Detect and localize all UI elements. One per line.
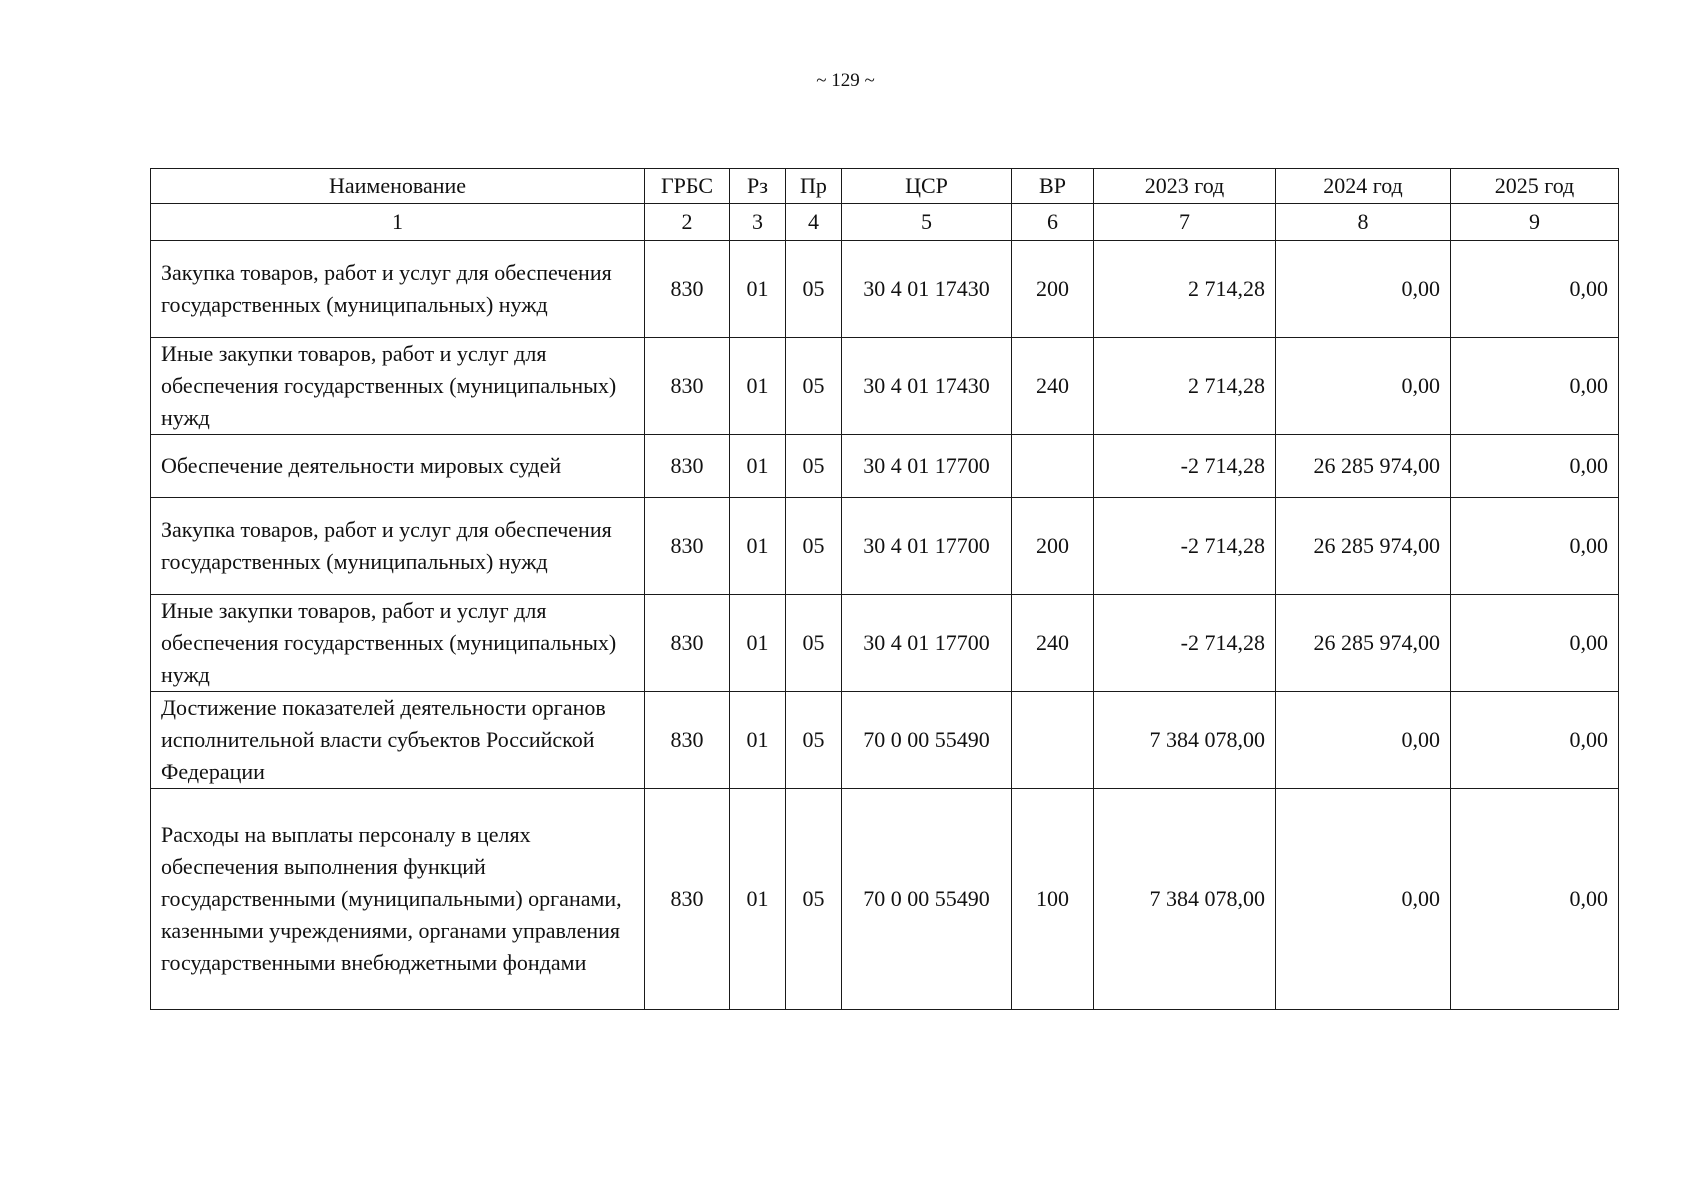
cell-csr: 30 4 01 17700 <box>842 498 1012 595</box>
header-vr: ВР <box>1012 169 1094 204</box>
header-2024: 2024 год <box>1276 169 1451 204</box>
cell-pr: 05 <box>786 692 842 789</box>
cell-vr <box>1012 435 1094 498</box>
cell-pr: 05 <box>786 498 842 595</box>
table-row <box>151 435 1619 498</box>
cell-pr: 05 <box>786 789 842 1010</box>
cell-csr: 30 4 01 17430 <box>842 241 1012 338</box>
cell-name: Расходы на выплаты персоналу в целях обеспечения выполнения функций государственными (муниципальными) органами, казенными учреждениями, органами управления государственными внебюджетными фондами <box>151 789 645 1010</box>
cell-2025: 0,00 <box>1451 595 1619 692</box>
column-number: 3 <box>730 204 786 241</box>
cell-2023: 2 714,28 <box>1094 338 1276 435</box>
cell-grbs: 830 <box>645 595 730 692</box>
cell-csr: 30 4 01 17700 <box>842 435 1012 498</box>
cell-2025: 0,00 <box>1451 789 1619 1010</box>
cell-2023: -2 714,28 <box>1094 595 1276 692</box>
header-csr: ЦСР <box>842 169 1012 204</box>
table-row <box>151 338 1619 435</box>
cell-name: Обеспечение деятельности мировых судей <box>151 435 645 498</box>
cell-rz: 01 <box>730 435 786 498</box>
cell-grbs: 830 <box>645 789 730 1010</box>
cell-csr: 30 4 01 17700 <box>842 595 1012 692</box>
cell-name: Закупка товаров, работ и услуг для обеспечения государственных (муниципальных) нужд <box>151 498 645 595</box>
header-name: Наименование <box>151 169 645 204</box>
column-number: 2 <box>645 204 730 241</box>
cell-2023: 7 384 078,00 <box>1094 789 1276 1010</box>
header-grbs: ГРБС <box>645 169 730 204</box>
cell-2024: 0,00 <box>1276 692 1451 789</box>
column-number: 6 <box>1012 204 1094 241</box>
table-row <box>151 595 1619 692</box>
cell-rz: 01 <box>730 498 786 595</box>
column-number: 1 <box>151 204 645 241</box>
cell-2023: 7 384 078,00 <box>1094 692 1276 789</box>
cell-2024: 26 285 974,00 <box>1276 435 1451 498</box>
header-2025: 2025 год <box>1451 169 1619 204</box>
cell-grbs: 830 <box>645 241 730 338</box>
cell-2025: 0,00 <box>1451 498 1619 595</box>
page-number: ~ 129 ~ <box>816 70 875 91</box>
table-row <box>151 789 1619 1010</box>
cell-grbs: 830 <box>645 435 730 498</box>
column-number: 7 <box>1094 204 1276 241</box>
cell-pr: 05 <box>786 435 842 498</box>
cell-2025: 0,00 <box>1451 435 1619 498</box>
cell-vr: 240 <box>1012 595 1094 692</box>
cell-csr: 70 0 00 55490 <box>842 692 1012 789</box>
table-row <box>151 692 1619 789</box>
column-number: 4 <box>786 204 842 241</box>
cell-grbs: 830 <box>645 498 730 595</box>
cell-csr: 70 0 00 55490 <box>842 789 1012 1010</box>
cell-grbs: 830 <box>645 692 730 789</box>
header-2023: 2023 год <box>1094 169 1276 204</box>
cell-2024: 26 285 974,00 <box>1276 498 1451 595</box>
column-number: 5 <box>842 204 1012 241</box>
table-row <box>151 241 1619 338</box>
cell-vr <box>1012 692 1094 789</box>
cell-2025: 0,00 <box>1451 692 1619 789</box>
column-number-row <box>151 204 1619 241</box>
cell-2024: 0,00 <box>1276 241 1451 338</box>
header-rz: Рз <box>730 169 786 204</box>
cell-rz: 01 <box>730 338 786 435</box>
cell-rz: 01 <box>730 789 786 1010</box>
cell-vr: 100 <box>1012 789 1094 1010</box>
cell-rz: 01 <box>730 692 786 789</box>
cell-name: Иные закупки товаров, работ и услуг для обеспечения государственных (муниципальных) нужд <box>151 595 645 692</box>
cell-vr: 200 <box>1012 498 1094 595</box>
cell-vr: 240 <box>1012 338 1094 435</box>
column-number: 9 <box>1451 204 1619 241</box>
cell-2025: 0,00 <box>1451 338 1619 435</box>
cell-name: Иные закупки товаров, работ и услуг для обеспечения государственных (муниципальных) нужд <box>151 338 645 435</box>
cell-2024: 0,00 <box>1276 789 1451 1010</box>
cell-name: Достижение показателей деятельности органов исполнительной власти субъектов Российской Федерации <box>151 692 645 789</box>
cell-2023: 2 714,28 <box>1094 241 1276 338</box>
cell-pr: 05 <box>786 338 842 435</box>
column-number: 8 <box>1276 204 1451 241</box>
budget-table <box>150 168 1619 1010</box>
cell-name: Закупка товаров, работ и услуг для обеспечения государственных (муниципальных) нужд <box>151 241 645 338</box>
header-pr: Пр <box>786 169 842 204</box>
cell-2023: -2 714,28 <box>1094 435 1276 498</box>
cell-pr: 05 <box>786 595 842 692</box>
cell-csr: 30 4 01 17430 <box>842 338 1012 435</box>
cell-2024: 0,00 <box>1276 338 1451 435</box>
cell-2025: 0,00 <box>1451 241 1619 338</box>
table-header-row <box>151 169 1619 204</box>
cell-rz: 01 <box>730 595 786 692</box>
cell-2023: -2 714,28 <box>1094 498 1276 595</box>
table-row <box>151 498 1619 595</box>
cell-pr: 05 <box>786 241 842 338</box>
cell-vr: 200 <box>1012 241 1094 338</box>
cell-rz: 01 <box>730 241 786 338</box>
cell-grbs: 830 <box>645 338 730 435</box>
cell-2024: 26 285 974,00 <box>1276 595 1451 692</box>
